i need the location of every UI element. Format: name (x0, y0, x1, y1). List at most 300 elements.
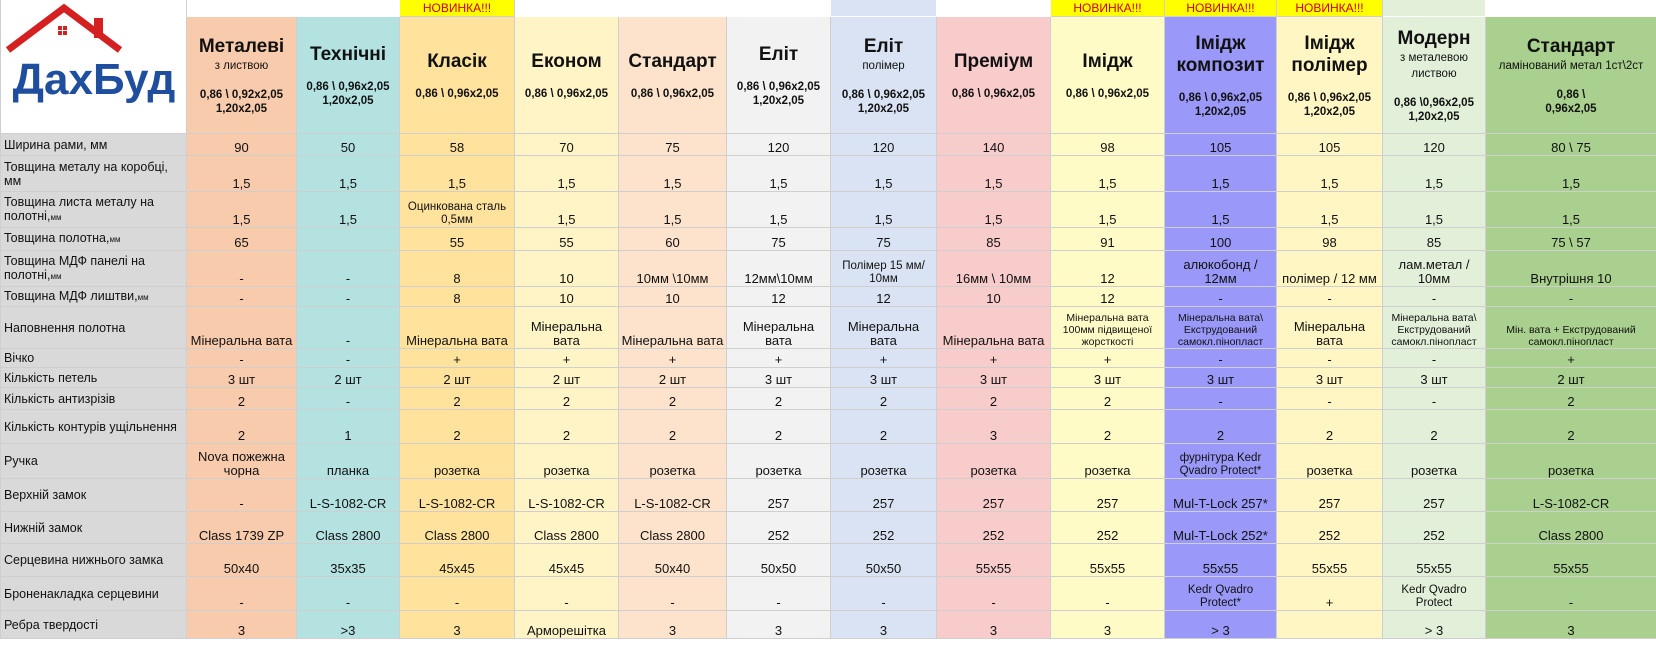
spec-value: 2 (619, 388, 727, 410)
spec-value: - (1165, 349, 1277, 368)
spec-value: 10 (515, 287, 619, 307)
spec-value: 1,5 (1383, 192, 1486, 228)
product-header (400, 17, 515, 134)
size-line: 0,96х2,05 (1545, 103, 1597, 115)
spec-value: 2 (1277, 410, 1383, 444)
spec-value: 2 (727, 410, 831, 444)
spec-value: - (187, 577, 297, 611)
product-header (727, 17, 831, 134)
size-line: 1,20х2,05 (1303, 106, 1356, 118)
spec-value: 50 (297, 134, 400, 156)
spec-value: 16мм \ 10мм (937, 251, 1051, 287)
product-sizes (189, 88, 294, 116)
spec-row (1, 287, 1656, 307)
spec-value: 257 (937, 479, 1051, 512)
spec-value: - (297, 388, 400, 410)
spec-value: 3 (937, 611, 1051, 639)
spec-value: 257 (1383, 479, 1486, 512)
spec-value: > 3 (1383, 611, 1486, 639)
spec-label-text: Кількість контурів ущільнення (4, 419, 177, 434)
spec-label (1, 368, 187, 388)
spec-value: Мінеральна вата\ Екструдований самокл.пінопласт (1383, 307, 1486, 349)
spec-value: - (297, 349, 400, 368)
spec-value: 35х35 (297, 544, 400, 577)
spec-value: 2 шт (619, 368, 727, 388)
spec-value: 120 (831, 134, 937, 156)
spec-value: 45х45 (400, 544, 515, 577)
product-header (1383, 17, 1486, 134)
spec-value: 2 (515, 410, 619, 444)
spec-row (1, 251, 1656, 287)
product-header (1277, 17, 1383, 134)
size-line: 0,86 \ (1556, 89, 1586, 101)
spec-value: 252 (1383, 512, 1486, 544)
spec-row (1, 368, 1656, 388)
spec-value: + (1277, 577, 1383, 611)
spec-value: 3 (619, 611, 727, 639)
spec-value: розетка (1277, 444, 1383, 479)
spec-value: 2 (187, 388, 297, 410)
spec-value: 12 (1051, 287, 1165, 307)
product-name: Класік (427, 51, 487, 72)
spec-value: розетка (619, 444, 727, 479)
spec-value: 1,5 (727, 192, 831, 228)
spec-value: 50х50 (831, 544, 937, 577)
spec-value: 90 (187, 134, 297, 156)
spec-value: 1 (297, 410, 400, 444)
spec-value: полімер / 12 мм (1277, 251, 1383, 287)
product-name: Імідж композит (1176, 33, 1265, 76)
spec-value: 2 шт (297, 368, 400, 388)
spec-row (1, 192, 1656, 228)
spec-value: Внутрішня 10 (1486, 251, 1656, 287)
spec-value: Мінеральна вата (187, 307, 297, 349)
spec-label-text: Вічко (4, 351, 35, 365)
spec-value: 12 (727, 287, 831, 307)
product-sizes (729, 80, 828, 108)
spec-value: Class 2800 (1486, 512, 1656, 544)
spec-value: 2 шт (515, 368, 619, 388)
spec-value: 55х55 (1165, 544, 1277, 577)
spec-value: 252 (727, 512, 831, 544)
spec-value: + (831, 349, 937, 368)
spec-value: - (1486, 577, 1656, 611)
spec-label (1, 287, 187, 307)
size-line: 1,20х2,05 (215, 103, 268, 115)
product-sizes (299, 80, 397, 108)
spec-row (1, 444, 1656, 479)
size-line: 1,20х2,05 (752, 95, 805, 107)
spec-value: 80 \ 75 (1486, 134, 1656, 156)
spec-value: 1,5 (1277, 156, 1383, 192)
spec-value: 1,5 (297, 192, 400, 228)
spec-value: Mul-T-Lock 252* (1165, 512, 1277, 544)
spec-value: 55х55 (1486, 544, 1656, 577)
spec-value: - (619, 577, 727, 611)
product-subtitle: з листвою (214, 60, 269, 72)
spec-value: 60 (619, 228, 727, 251)
spec-row (1, 611, 1656, 639)
spec-value: 8 (400, 251, 515, 287)
spec-value: + (937, 349, 1051, 368)
spec-value: Class 2800 (515, 512, 619, 544)
spec-value: 10мм \10мм (619, 251, 727, 287)
product-name: Стандарт (1526, 36, 1616, 57)
spec-value: 2 (831, 410, 937, 444)
spec-row (1, 410, 1656, 444)
product-name: Модерн (1397, 28, 1471, 49)
size-line: 0,86 \ 0,96х2,05 (306, 81, 390, 93)
spec-value: 3 шт (1165, 368, 1277, 388)
spec-value: розетка (831, 444, 937, 479)
spec-value: 55х55 (1051, 544, 1165, 577)
spec-value: 50х40 (187, 544, 297, 577)
spec-value: Class 2800 (400, 512, 515, 544)
spec-value: 3 шт (727, 368, 831, 388)
spec-value: Арморешітка (515, 611, 619, 639)
spec-value: 3 (727, 611, 831, 639)
spec-label-text: Товщина листа металу на полотні, (4, 194, 154, 223)
spec-value: фурнітура Kedr Qvadro Protect* (1165, 444, 1277, 479)
spec-value: - (1277, 349, 1383, 368)
spec-value: 252 (1051, 512, 1165, 544)
spec-value: L-S-1082-CR (1486, 479, 1656, 512)
product-sizes (402, 87, 512, 101)
product-sizes (939, 87, 1048, 101)
spec-value: - (1051, 577, 1165, 611)
spec-value: Nova пожежна чорна (187, 444, 297, 479)
spec-value: 98 (1051, 134, 1165, 156)
spec-row (1, 512, 1656, 544)
size-line: 0,86 \ 0,96х2,05 (630, 88, 715, 100)
spec-value: 12 (831, 287, 937, 307)
spec-value: > 3 (1165, 611, 1277, 639)
spec-value: 55х55 (937, 544, 1051, 577)
spec-value: 50х50 (727, 544, 831, 577)
spec-label (1, 544, 187, 577)
spec-value: 10 (619, 287, 727, 307)
spec-value: - (1383, 388, 1486, 410)
spec-value: - (297, 577, 400, 611)
product-subtitle: з металевою листвою (1399, 52, 1469, 80)
spec-value: 1,5 (400, 156, 515, 192)
spec-value: 2 (1051, 388, 1165, 410)
spec-label-text: Кількість петель (4, 370, 98, 385)
spec-value: 3 (400, 611, 515, 639)
spec-value: 55 (515, 228, 619, 251)
spec-value: 3 шт (831, 368, 937, 388)
spec-label-text: Верхній замок (4, 488, 87, 502)
spec-label (1, 410, 187, 444)
spec-row (1, 156, 1656, 192)
spec-value: - (187, 287, 297, 307)
spec-label-text: Наповнення полотна (4, 320, 126, 335)
spec-value: - (297, 287, 400, 307)
spec-value: 55х55 (1277, 544, 1383, 577)
spec-value: 50х40 (619, 544, 727, 577)
size-line: 0,86 \ 0,96х2,05 (1178, 92, 1263, 104)
spec-value: 1,5 (831, 156, 937, 192)
spec-label-text: Ширина рами, мм (4, 137, 108, 152)
spec-label-text: Товщина полотна, (4, 231, 110, 245)
spec-value: 100 (1165, 228, 1277, 251)
spec-value: 140 (937, 134, 1051, 156)
spec-value: - (937, 577, 1051, 611)
house-logo-icon (2, 2, 186, 128)
size-line: 0,86 \0,96х2,05 (1394, 97, 1474, 109)
spec-value: 2 (619, 410, 727, 444)
product-sizes (1053, 87, 1162, 101)
spec-value: Полімер 15 мм/ 10мм (831, 251, 937, 287)
product-header (937, 17, 1051, 134)
spec-value: 2 (1165, 410, 1277, 444)
size-line: 0,86 \ 0,92х2,05 (199, 89, 284, 101)
spec-value: 1,5 (937, 192, 1051, 228)
spec-value: 75 \ 57 (1486, 228, 1656, 251)
product-sizes (517, 87, 616, 101)
spec-value: 2 (187, 410, 297, 444)
spec-value: 85 (937, 228, 1051, 251)
spec-label (1, 228, 187, 251)
size-line: 0,86 \ 0,96х2,05 (951, 88, 1036, 100)
spec-value: 257 (831, 479, 937, 512)
spec-value: - (1165, 388, 1277, 410)
spec-value: 1,5 (619, 156, 727, 192)
spec-value: 1,5 (1051, 156, 1165, 192)
new-badge: НОВИНКА!!! (400, 0, 515, 17)
spec-label-unit: мм (50, 271, 62, 281)
spec-value: лам.метал / 10мм (1383, 251, 1486, 287)
product-name: Стандарт (628, 51, 717, 72)
spec-value: 252 (937, 512, 1051, 544)
logo-text: ДахБуд (12, 55, 175, 104)
badge-cell-empty (1486, 0, 1656, 17)
spec-label (1, 444, 187, 479)
product-subtitle: полімер (862, 60, 905, 72)
spec-value: + (1051, 349, 1165, 368)
spec-value: 3 (187, 611, 297, 639)
spec-value: 1,5 (297, 156, 400, 192)
spec-label-text: Товщина МДФ лиштви, (4, 288, 138, 303)
spec-value: 2 шт (1486, 368, 1656, 388)
badge-cell-empty (1383, 0, 1486, 17)
spec-value: 3 (937, 410, 1051, 444)
spec-label-text: Кількість антизрізів (4, 391, 116, 406)
size-line: 1,20х2,05 (1194, 106, 1247, 118)
size-line: 0,86 \ 0,96х2,05 (841, 89, 926, 101)
spec-value: 1,5 (187, 156, 297, 192)
spec-value: 252 (1277, 512, 1383, 544)
product-name: Економ (531, 51, 602, 72)
spec-value: 12 (1051, 251, 1165, 287)
spec-label-unit: мм (109, 235, 121, 244)
spec-value: 105 (1165, 134, 1277, 156)
product-name: Металеві (198, 36, 285, 57)
spec-value: Мінеральна вата\ Екструдований самокл.пінопласт (1165, 307, 1277, 349)
product-name: Технічні (309, 44, 387, 65)
spec-label (1, 512, 187, 544)
spec-value: 98 (1277, 228, 1383, 251)
spec-value: Мінеральна вата (727, 307, 831, 349)
spec-value: - (187, 251, 297, 287)
product-name: Імідж полімер (1291, 33, 1368, 76)
spec-value: - (1165, 287, 1277, 307)
spec-value: розетка (727, 444, 831, 479)
spec-value: Mul-T-Lock 257* (1165, 479, 1277, 512)
spec-label (1, 251, 187, 287)
spec-value: Class 1739 ZP (187, 512, 297, 544)
spec-label-text: Броненакладка серцевини (4, 586, 159, 601)
product-header (187, 17, 297, 134)
spec-value: 10 (937, 287, 1051, 307)
spec-value: 3 (1051, 611, 1165, 639)
spec-value: 2 (727, 388, 831, 410)
product-header (515, 17, 619, 134)
spec-label-unit: мм (137, 292, 149, 302)
spec-value: Kedr Qvadro Protect* (1165, 577, 1277, 611)
badge-cell-empty (187, 0, 297, 17)
spec-value: 1,5 (515, 192, 619, 228)
spec-value: 3 шт (1051, 368, 1165, 388)
spec-value: + (619, 349, 727, 368)
spec-value: - (297, 307, 400, 349)
spec-value: розетка (1051, 444, 1165, 479)
spec-value: + (1486, 349, 1656, 368)
spec-value: 1,5 (831, 192, 937, 228)
new-badge: НОВИНКА!!! (1165, 0, 1277, 17)
spec-value: розетка (515, 444, 619, 479)
spec-value: 1,5 (1165, 156, 1277, 192)
spec-value: + (400, 349, 515, 368)
spec-row (1, 134, 1656, 156)
spec-label-text: Нижній замок (4, 520, 83, 535)
new-badge: НОВИНКА!!! (1277, 0, 1383, 17)
spec-row (1, 349, 1656, 368)
spec-value: Оцинкована сталь 0,5мм (400, 192, 515, 228)
spec-value: 2 (400, 410, 515, 444)
product-sizes (1488, 88, 1654, 116)
spec-value: Мінеральна вата (515, 307, 619, 349)
spec-value: 55х55 (1383, 544, 1486, 577)
spec-value: 65 (187, 228, 297, 251)
spec-value: 3 (831, 611, 937, 639)
spec-value: 2 шт (400, 368, 515, 388)
spec-value: Мінеральна вата (400, 307, 515, 349)
spec-value: 105 (1277, 134, 1383, 156)
product-sizes (833, 88, 934, 116)
size-line: 0,86 \ 0,96х2,05 (1287, 92, 1372, 104)
spec-value: - (727, 577, 831, 611)
spec-value: 252 (831, 512, 937, 544)
spec-value: 12мм\10мм (727, 251, 831, 287)
spec-value: 2 (937, 388, 1051, 410)
spec-value: 1,5 (515, 156, 619, 192)
spec-value: Мінеральна вата (619, 307, 727, 349)
spec-value: 120 (1383, 134, 1486, 156)
badge-cell-empty (831, 0, 937, 17)
spec-value: алюкобонд / 12мм (1165, 251, 1277, 287)
spec-value: L-S-1082-CR (619, 479, 727, 512)
spec-value: 1,5 (937, 156, 1051, 192)
new-badge-row (1, 0, 1656, 17)
spec-value: 2 (831, 388, 937, 410)
spec-row (1, 479, 1656, 512)
size-line: 0,86 \ 0,96х2,05 (736, 81, 821, 93)
spec-value: + (515, 349, 619, 368)
spec-value: розетка (400, 444, 515, 479)
spec-value: + (727, 349, 831, 368)
product-header (297, 17, 400, 134)
spec-value: 3 шт (187, 368, 297, 388)
spec-value (1277, 611, 1383, 639)
spec-value: розетка (1383, 444, 1486, 479)
spec-value: 2 (515, 388, 619, 410)
spec-value: планка (297, 444, 400, 479)
product-sizes (1279, 91, 1380, 119)
spec-value: Мінеральна вата (937, 307, 1051, 349)
size-line: 0,86 \ 0,96х2,05 (524, 88, 609, 100)
badge-cell-empty (515, 0, 619, 17)
badge-cell-empty (937, 0, 1051, 17)
spec-label-text: Ручка (4, 454, 38, 468)
spec-value: 1,5 (727, 156, 831, 192)
product-header (1486, 17, 1656, 134)
spec-value: 257 (1277, 479, 1383, 512)
badge-cell-empty (619, 0, 727, 17)
product-sizes (1385, 96, 1483, 124)
spec-label (1, 192, 187, 228)
product-name: Еліт (758, 44, 799, 65)
spec-value: 1,5 (1486, 156, 1656, 192)
spec-value: 257 (727, 479, 831, 512)
spec-value: 45х45 (515, 544, 619, 577)
product-header (619, 17, 727, 134)
spec-value: 2 (1486, 388, 1656, 410)
spec-value: - (187, 479, 297, 512)
size-line: 0,86 \ 0,96х2,05 (1065, 88, 1150, 100)
product-name: Преміум (953, 51, 1034, 72)
spec-label (1, 479, 187, 512)
spec-row (1, 388, 1656, 410)
spec-value: - (187, 349, 297, 368)
spec-value: 1,5 (187, 192, 297, 228)
spec-value: - (1277, 287, 1383, 307)
spec-value: 1,5 (1051, 192, 1165, 228)
spec-label (1, 134, 187, 156)
spec-value: >3 (297, 611, 400, 639)
spec-value: 1,5 (1277, 192, 1383, 228)
spec-value: 3 (1486, 611, 1656, 639)
spec-label-text: Товщина МДФ панелі на полотні, (4, 253, 145, 282)
spec-value: 2 (400, 388, 515, 410)
spec-value: Class 2800 (619, 512, 727, 544)
spec-value: 2 (1051, 410, 1165, 444)
spec-value: L-S-1082-CR (297, 479, 400, 512)
spec-value: - (297, 251, 400, 287)
spec-value: 1,5 (619, 192, 727, 228)
spec-value: Мінеральна вата 100мм підвищеної жорсткості (1051, 307, 1165, 349)
logo (1, 0, 187, 134)
spec-value: - (515, 577, 619, 611)
spec-value: 75 (619, 134, 727, 156)
new-badge: НОВИНКА!!! (1051, 0, 1165, 17)
size-line: 1,20х2,05 (322, 95, 374, 107)
spec-value: - (1383, 287, 1486, 307)
spec-value: 58 (400, 134, 515, 156)
product-sizes (1167, 91, 1274, 119)
spec-value (297, 228, 400, 251)
spec-label-text: Товщина металу на коробці, мм (4, 159, 168, 188)
